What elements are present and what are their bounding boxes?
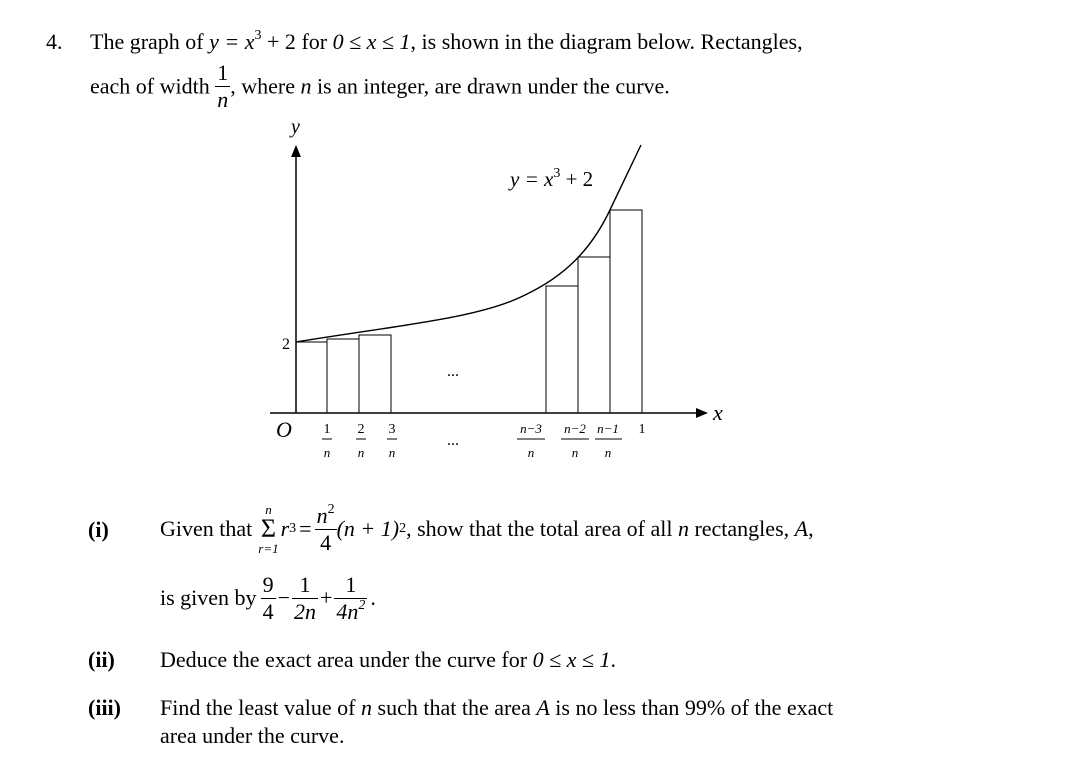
x-tick-n-3-num: n−3 xyxy=(520,421,542,436)
area-fraction-3 xyxy=(334,571,367,624)
x-tick-n-2-num: n−2 xyxy=(564,421,586,436)
part-i-line2-text: is given by xyxy=(160,585,257,610)
ellipsis-axis: ... xyxy=(447,432,459,449)
sum-symbol: Σ xyxy=(260,514,276,543)
rectangle-1 xyxy=(296,342,327,413)
part-ii-end: . xyxy=(610,647,616,672)
area-fraction-2-den: 2n xyxy=(293,598,316,624)
part-ii-text: Deduce the exact area under the curve for xyxy=(160,647,528,672)
area-fraction-1-num: 9 xyxy=(262,571,274,597)
area-fraction-2-num: 1 xyxy=(299,571,311,597)
area-fraction-3-num: 1 xyxy=(345,571,357,597)
part-i-end: . xyxy=(370,585,376,610)
x-tick-1-den: n xyxy=(323,445,331,460)
x-tick-n-3 xyxy=(517,421,545,460)
x-axis-arrow xyxy=(696,408,708,418)
part-i-text-2: , show that the total area of all xyxy=(406,516,673,541)
sum-bottom: r=1 xyxy=(258,541,279,556)
sum-block xyxy=(258,503,278,555)
equation-lhs: y xyxy=(209,29,219,54)
part-i-line1: Given that n Σ r=1 r 3 = $\frac{n^2}{4}$ (n + 1) 2 , show that the total area of all n rectangles, A , xyxy=(160,501,814,556)
x-tick-1-end: 1 xyxy=(638,422,646,437)
sum-fraction-num-exp: 2 xyxy=(327,501,335,517)
part-iii-line2: area under the curve. xyxy=(160,723,345,748)
part-i-text-3: rectangles, xyxy=(694,516,790,541)
area-plus: + xyxy=(319,585,333,610)
question-number: 4. xyxy=(46,29,63,54)
intro2-text-2: , where xyxy=(230,73,295,99)
intro2-text-3: is an integer, are drawn under the curve. xyxy=(316,73,670,99)
equation-mid: = x xyxy=(218,29,255,54)
sum-top: n xyxy=(265,502,272,517)
intro-range: 0 ≤ x ≤ 1 xyxy=(332,29,411,54)
part-iii-label: (iii) xyxy=(88,695,121,720)
part-ii-range: 0 ≤ x ≤ 1 xyxy=(532,647,611,672)
part-ii-label: (ii) xyxy=(88,647,115,672)
area-fraction-3-den-exp: 2 xyxy=(358,597,366,613)
part-iii-text-3: is no less than 99% of the exact xyxy=(555,695,834,720)
x-tick-n-3-den: n xyxy=(527,445,535,460)
equation-rhs: + 2 xyxy=(261,29,296,54)
sum-fraction xyxy=(315,501,337,555)
curve-label-exp: 3 xyxy=(553,166,561,181)
area-fraction-2 xyxy=(292,571,318,624)
rectangle-n xyxy=(610,210,642,413)
intro-text-2: for xyxy=(301,29,328,54)
y-axis-arrow xyxy=(291,145,301,157)
sum-equals: = xyxy=(299,516,312,541)
rectangle-3 xyxy=(359,335,391,413)
x-tick-n-2 xyxy=(561,421,589,460)
equation-exp: 3 xyxy=(254,28,262,43)
part-i-text-4: , xyxy=(808,516,814,541)
curve-label xyxy=(508,166,593,191)
rectangle-2 xyxy=(327,339,359,413)
intro-text-3: , is shown in the diagram below. Rectangles, xyxy=(410,29,803,54)
area-fraction-1 xyxy=(261,571,276,624)
area-minus: − xyxy=(277,585,290,610)
x-tick-n-1-num: n−1 xyxy=(597,421,619,436)
part-i-label: (i) xyxy=(88,517,109,542)
sum-term: r xyxy=(280,516,290,541)
curve-label-lhs: y = x xyxy=(510,167,554,191)
y-axis-label: y xyxy=(291,116,300,138)
y-intercept-label: 2 xyxy=(282,336,290,353)
area-fraction-3-den xyxy=(334,598,367,623)
x-tick-2-den: n xyxy=(357,445,365,460)
sum-paren: (n + 1) xyxy=(336,516,400,541)
curve-label-rhs: + 2 xyxy=(560,167,594,191)
part-iii-line1 xyxy=(160,695,833,721)
part-iii-text-1: Find the least value of xyxy=(160,695,356,720)
origin-label: O xyxy=(276,417,292,442)
x-tick-3-num: 3 xyxy=(388,422,396,437)
part-i-var-n: n xyxy=(677,516,689,541)
x-tick-2 xyxy=(356,422,366,460)
rectangle-n-1 xyxy=(578,257,610,413)
area-fraction-1-den: 4 xyxy=(262,598,274,624)
x-tick-2-num: 2 xyxy=(357,422,365,437)
sum-fraction-num-var: n xyxy=(316,502,328,528)
x-tick-1 xyxy=(322,422,332,460)
sum-fraction-den: 4 xyxy=(315,529,337,554)
x-tick-n-1-den: n xyxy=(604,445,612,460)
x-tick-n-2-den: n xyxy=(571,445,579,460)
part-ii-line xyxy=(160,647,616,673)
width-fraction-den: n xyxy=(217,87,229,112)
part-i-text-1: Given that xyxy=(160,516,253,541)
x-tick-3-den: n xyxy=(388,445,396,460)
ellipsis-middle: ... xyxy=(447,363,459,380)
part-i-line2 xyxy=(160,568,376,628)
intro2-var-n: n xyxy=(300,73,312,99)
x-tick-1-num: 1 xyxy=(323,422,331,437)
area-fraction-3-den-base: 4n xyxy=(336,598,359,624)
part-i-var-A: A xyxy=(794,516,809,541)
x-tick-3 xyxy=(387,422,397,460)
intro2-text-1: each of width xyxy=(90,73,210,99)
width-fraction-num: 1 xyxy=(217,60,229,85)
x-tick-n-1 xyxy=(595,421,622,460)
intro-text-1: The graph of xyxy=(90,29,204,54)
sum-fraction-num xyxy=(315,501,337,529)
part-iii-var-A: A xyxy=(536,695,550,720)
rectangle-n-2 xyxy=(546,286,578,413)
part-iii-text-2: such that the area xyxy=(377,695,531,720)
part-iii-var-n: n xyxy=(361,695,373,720)
x-axis-label: x xyxy=(713,400,723,425)
